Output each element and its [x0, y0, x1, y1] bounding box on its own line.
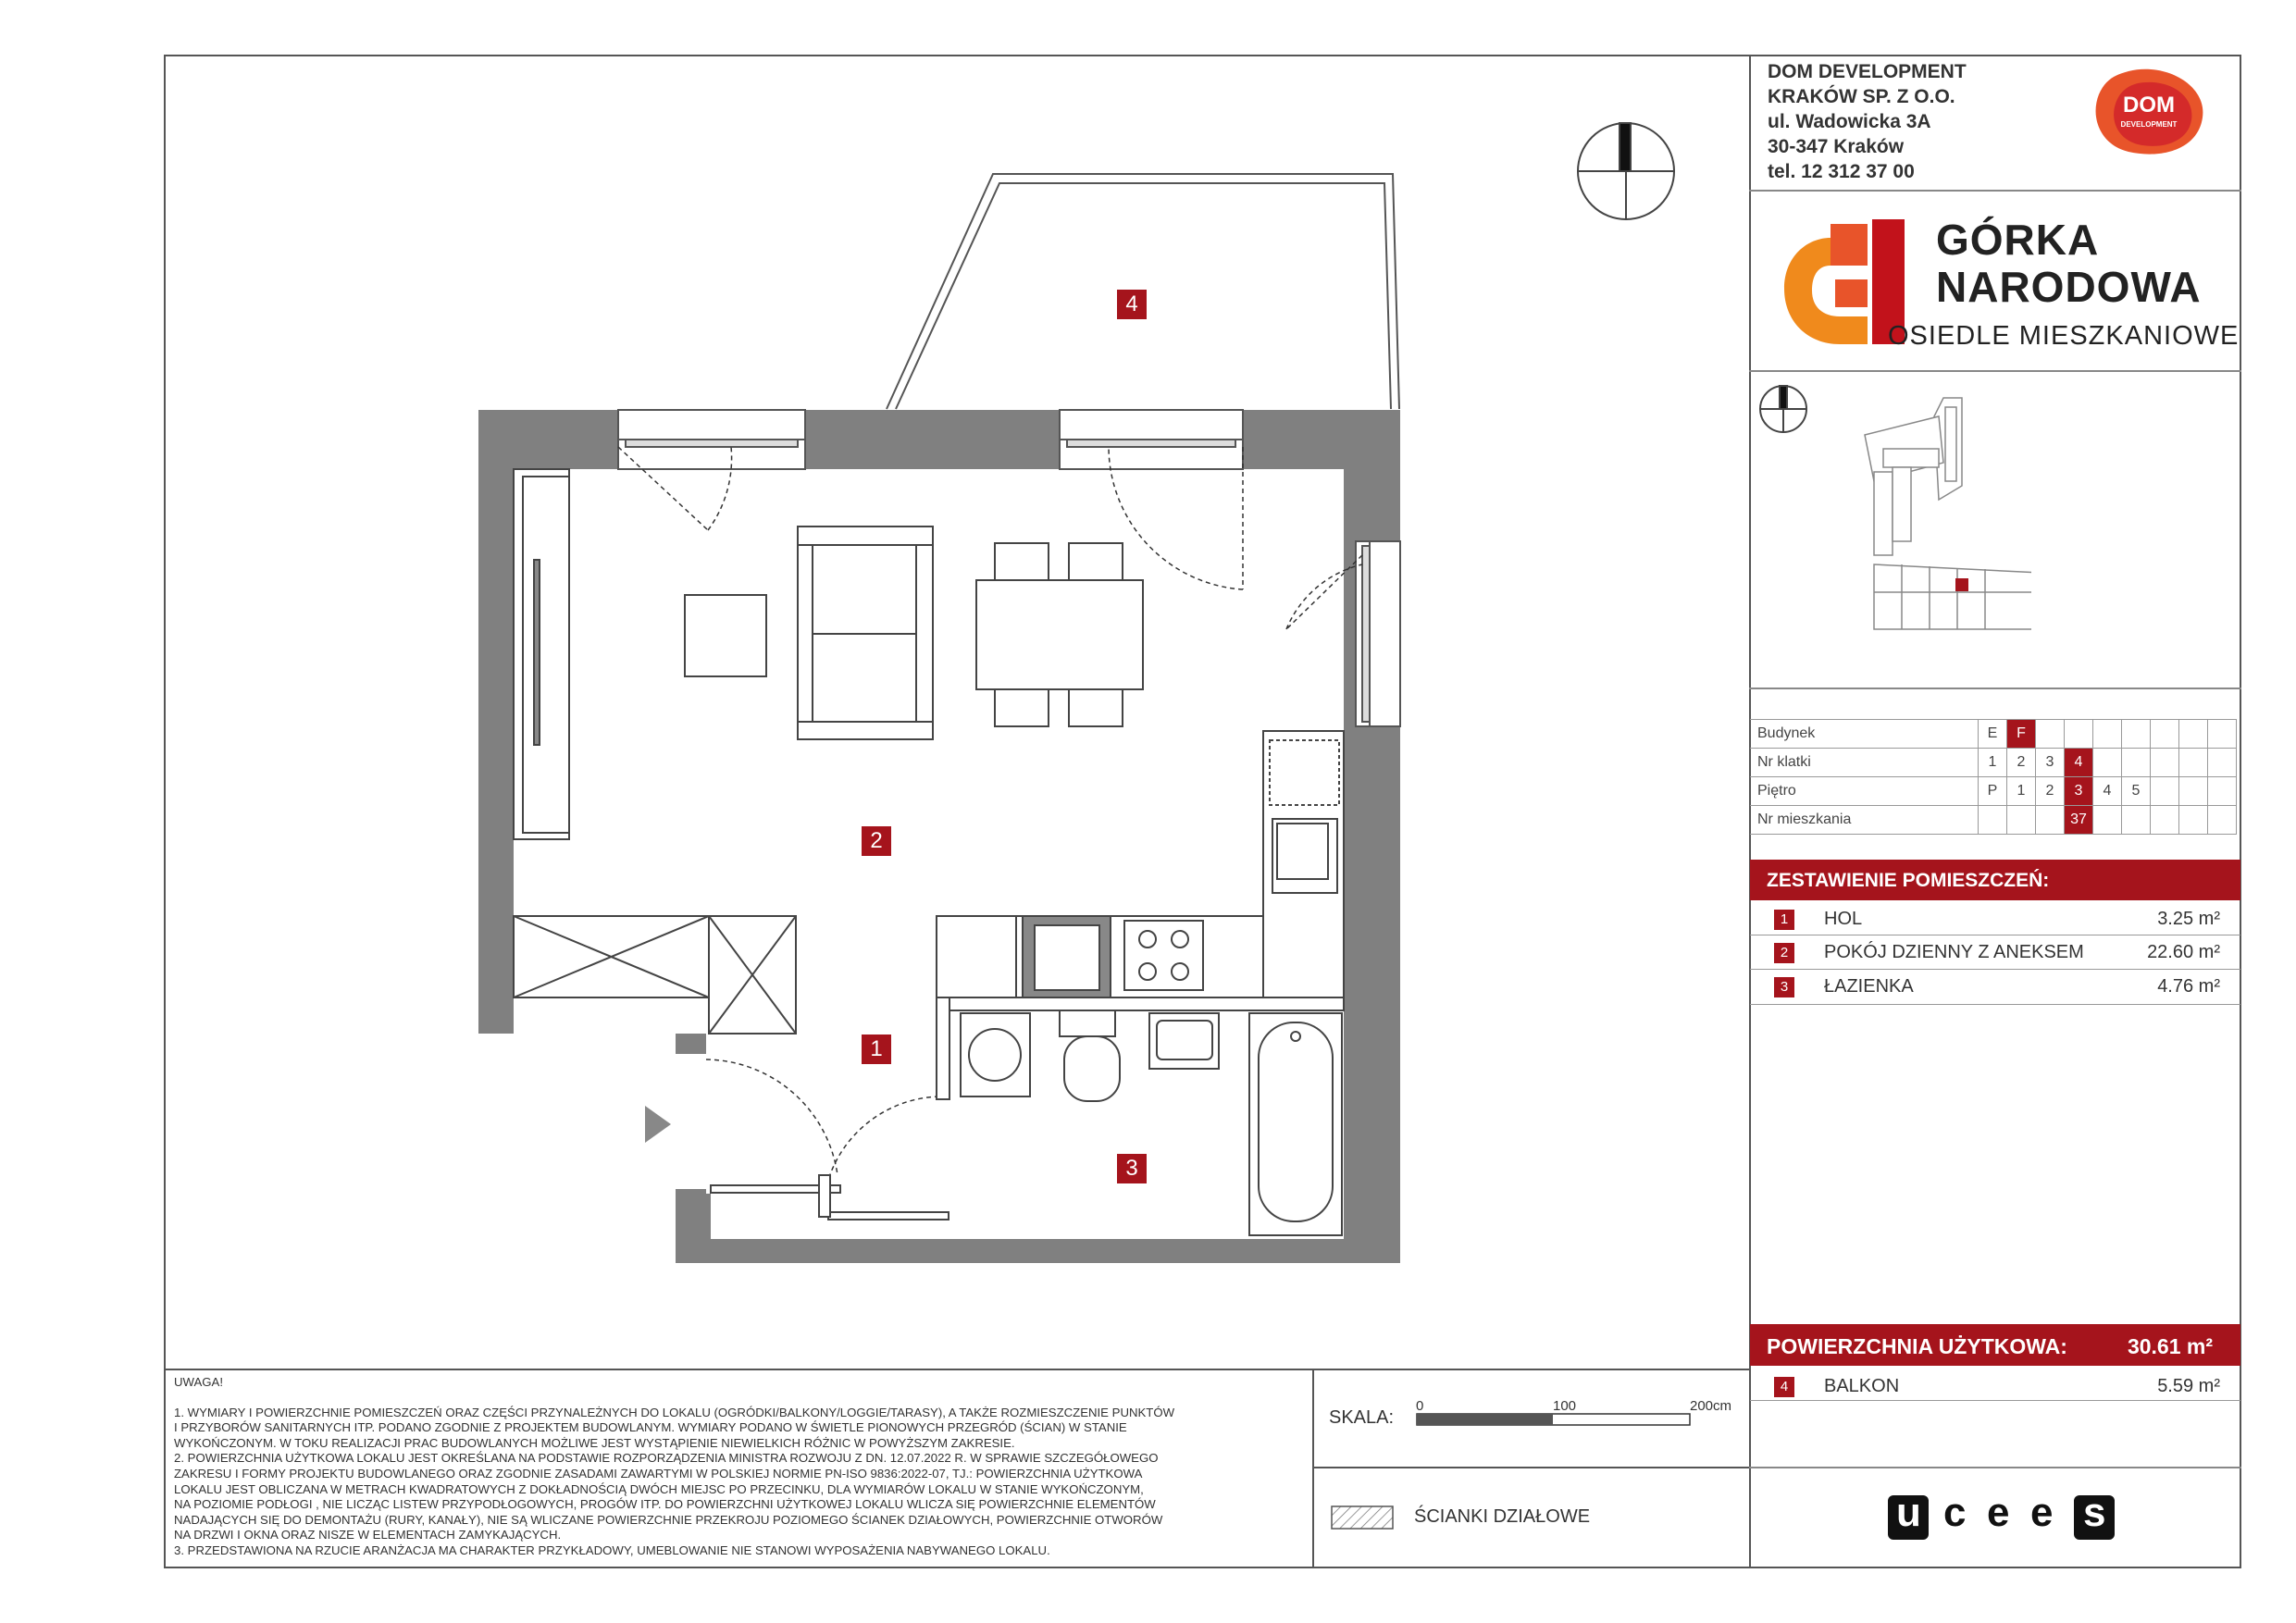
notes-title: UWAGA! — [174, 1375, 223, 1389]
key-compass-icon — [1760, 386, 1806, 432]
scale-tick: 200cm — [1690, 1398, 1732, 1414]
selector-label: Budynek — [1750, 720, 1979, 749]
selector-cell — [2122, 720, 2151, 749]
notes-line: LOKALU JEST OBLICZANA W METRACH KWADRATOWYCH Z DOKŁADNOŚCIĄ DWÓCH MIEJSC PO PRZECINKU, DLA WYMIARÓW LOKALU W STANIE WYKOŃCZONYM, — [174, 1481, 1144, 1496]
room-tag-4: 4 — [1125, 291, 1138, 316]
scale-divider — [1312, 1467, 1749, 1468]
dom-logo-subtext: DEVELOPMENT — [2120, 120, 2178, 129]
selector-cell — [2093, 749, 2122, 777]
selector-cell — [2208, 777, 2237, 806]
ucees-letter: c — [1943, 1490, 1967, 1535]
selector-row-staircase — [1750, 749, 2237, 777]
selector-cell — [2179, 777, 2208, 806]
room-row — [1750, 935, 2240, 969]
developer-city: 30-347 Kraków — [1768, 136, 1905, 157]
selector-cell[interactable]: 4 — [2093, 777, 2122, 806]
developer-address — [1768, 59, 1967, 184]
project-subtitle: OSIEDLE MIESZKANIOWE — [1888, 321, 2240, 351]
notes-line: ZAKRESU I FORMY PROJEKTU BUDOWLANEGO ORAZ ZGODNIE ZASADAMI ZAWARTYMI W POLSKIEJ NORMIE PN-ISO 9836:2022-07, TJ.: POWIERZCHNIA UŻYTKOWA — [174, 1466, 1143, 1481]
selector-cell — [2208, 720, 2237, 749]
selector-label: Nr mieszkania — [1750, 806, 1979, 835]
ucees-letter: e — [1987, 1490, 2010, 1535]
notes-line: NA DRZWI I OKNA ORAZ NISZE W ELEMENTACH ZAMYKAJĄCYCH. — [174, 1528, 562, 1542]
usable-area-bar — [1750, 1324, 2240, 1366]
project-name-1: GÓRKA — [1936, 216, 2100, 264]
scale-bar — [1416, 1413, 1694, 1428]
developer-street: ul. Wadowicka 3A — [1768, 111, 1931, 132]
developer-phone: tel. 12 312 37 00 — [1768, 161, 1915, 182]
selector-cell[interactable]: 2 — [2036, 777, 2065, 806]
divider — [1749, 688, 2241, 689]
wardrobe — [514, 469, 569, 839]
selector-cell — [2036, 720, 2065, 749]
selector-cell — [2151, 806, 2179, 835]
selector-cell — [2151, 777, 2179, 806]
row-divider — [1750, 1400, 2240, 1401]
developer-name-2: KRAKÓW SP. Z O.O. — [1768, 86, 1955, 107]
notes-line: 2. POWIERZCHNIA UŻYTKOWA LOKALU JEST OKREŚLANA NA PODSTAWIE ROZPORZĄDZENIA MINISTRA ROZWOJU Z DN. 12.07.2022 R. W SPRAWIE SZCZEGÓŁOWEGO — [174, 1451, 1159, 1466]
selector-cell — [2122, 806, 2151, 835]
room-area: 3.25 m² — [2157, 909, 2220, 929]
hatch-legend-icon — [1331, 1505, 1396, 1531]
selector-cell — [2208, 749, 2237, 777]
selector-cell[interactable]: E — [1979, 720, 2007, 749]
notes-line: NADAJĄCYCH SIĘ DO DEMONTAŻU (RURY, KANAŁY), NIE SĄ WLICZANE POWIERZCHNIE PRZEKROJU POZIOMEGO ŚCIANEK DZIAŁOWYCH, POWIERZCHNIE OTWORÓW — [174, 1512, 1163, 1527]
selector-cell[interactable]: P — [1979, 777, 2007, 806]
notes-line: NA POZIOMIE PODŁOGI , NIE LICZĄC LISTEW PRZYPODŁOGOWYCH, PROGÓW ITP. DO POWIERZCHNI UŻYTKOWEJ LOKALU WLICZA SIĘ POWIERZCHNIE ELEMENTÓW — [174, 1497, 1156, 1512]
room-num: 1 — [1774, 910, 1794, 930]
notes-divider-v — [1312, 1369, 1314, 1568]
ucees-letter: u — [1896, 1490, 1921, 1535]
selector-label: Piętro — [1750, 777, 1979, 806]
selector-cell — [2093, 720, 2122, 749]
room-area: 22.60 m² — [2147, 942, 2220, 962]
selector-cell[interactable]: 5 — [2122, 777, 2151, 806]
rooms-header — [1750, 860, 2240, 900]
selector-cell — [2151, 749, 2179, 777]
notes-line: I PRZYBORÓW SANITARNYCH ITP. PODANO ZGODNIE Z PROJEKTEM BUDOWLANYM. WYMIARY PODANO W ŚWIETLE PIONOWYCH PRZEGRÓD (ŚCIAN) W STANIE — [174, 1420, 1127, 1435]
room-row — [1750, 902, 2240, 935]
notes-line: 1. WYMIARY I POWIERZCHNIE POMIESZCZEŃ ORAZ CZĘŚCI PRZYNALEŻNYCH DO LOKALU (OGRÓDKI/BALKONY/LOGGIE/TARASY), A TAKŻE ROZMIESZCZENIE PUNKTÓW — [174, 1405, 1175, 1419]
entry-arrow — [645, 1106, 671, 1143]
ucees-letter: e — [2030, 1490, 2054, 1535]
notes — [174, 1375, 1285, 1559]
legend-label: ŚCIANKI DZIAŁOWE — [1414, 1506, 1591, 1527]
selector-cell — [2093, 806, 2122, 835]
sofa — [798, 527, 933, 739]
scale-tick: 100 — [1553, 1398, 1577, 1414]
room-name: BALKON — [1824, 1376, 1900, 1396]
room-num: 4 — [1774, 1377, 1794, 1397]
room-area: 4.76 m² — [2157, 976, 2220, 997]
room-name: HOL — [1824, 909, 1863, 929]
selector-cell — [2122, 749, 2151, 777]
selector-cell — [2208, 806, 2237, 835]
selector-cell-active[interactable]: 37 — [2065, 806, 2093, 835]
selector-cell[interactable]: 1 — [1979, 749, 2007, 777]
coffee-table — [685, 595, 766, 676]
selector-cell — [2036, 806, 2065, 835]
selector-cell[interactable]: 1 — [2007, 777, 2036, 806]
usable-area-value: 30.61 m² — [2127, 1334, 2213, 1358]
row-divider — [1750, 1004, 2240, 1005]
extra-row — [1750, 1369, 2240, 1403]
divider — [1749, 370, 2241, 372]
selector-cell — [2179, 806, 2208, 835]
selector-cell — [2007, 806, 2036, 835]
selector-cell — [2151, 720, 2179, 749]
window-right — [1356, 541, 1400, 726]
selector-label: Nr klatki — [1750, 749, 1979, 777]
room-tag-1: 1 — [870, 1036, 883, 1061]
compass-icon — [1578, 123, 1674, 219]
room-area: 5.59 m² — [2157, 1376, 2220, 1396]
room-name: POKÓJ DZIENNY Z ANEKSEM — [1824, 942, 2084, 962]
scale-label: SKALA: — [1329, 1407, 1395, 1428]
developer-name: DOM DEVELOPMENT — [1768, 61, 1967, 82]
room-name: ŁAZIENKA — [1824, 976, 1914, 997]
site-plan — [1865, 398, 2031, 629]
selector-cell — [2179, 749, 2208, 777]
notes-divider — [164, 1369, 1749, 1370]
room-tag-3: 3 — [1125, 1156, 1138, 1181]
room-tag-2: 2 — [870, 828, 883, 853]
selector-cell-active[interactable]: F — [2007, 720, 2036, 749]
dom-logo — [2091, 67, 2212, 164]
dom-logo-text: DOM — [2123, 93, 2175, 118]
ucees-letter: s — [2083, 1490, 2106, 1535]
selector-cell — [1979, 806, 2007, 835]
usable-area-label: POWIERZCHNIA UŻYTKOWA: — [1767, 1334, 2067, 1358]
room-num: 3 — [1774, 977, 1794, 997]
selector-cell[interactable]: 2 — [2007, 749, 2036, 777]
selector-row-apartment — [1750, 806, 2237, 835]
project-name-2: NARODOWA — [1936, 263, 2202, 311]
selector-cell-active[interactable]: 3 — [2065, 777, 2093, 806]
room-num: 2 — [1774, 943, 1794, 963]
notes-line: 3. PRZEDSTAWIONA NA RZUCIE ARANŻACJA MA CHARAKTER PRZYKŁADOWY, UMEBLOWANIE NIE STANOWI WYPOSAŻENIA NABYWANEGO LOKALU. — [174, 1542, 1050, 1557]
divider — [1749, 1467, 2241, 1468]
selector-row-building — [1750, 720, 2237, 749]
selector-cell-active[interactable]: 4 — [2065, 749, 2093, 777]
unit-highlight — [1955, 578, 1968, 591]
selector-cell — [2065, 720, 2093, 749]
room-row — [1750, 970, 2240, 1003]
selector-cell[interactable]: 3 — [2036, 749, 2065, 777]
notes-line: WYKOŃCZONYM. W TOKU REALIZACJI PRAC BUDOWLANYCH MOŻLIWE JEST WYSTĄPIENIE NIEWIELKICH RÓŻNIC W POWYŻSZYM ZAKRESIE. — [174, 1435, 1015, 1450]
key-plan — [1754, 379, 2031, 657]
selector-cell — [2179, 720, 2208, 749]
scale-tick: 0 — [1416, 1398, 1424, 1414]
selector-row-floor — [1750, 777, 2237, 806]
ucees-logo — [1888, 1490, 2119, 1550]
rooms-header-text: ZESTAWIENIE POMIESZCZEŃ: — [1767, 870, 2050, 891]
selector-table — [1750, 719, 2237, 835]
divider — [1749, 190, 2241, 192]
